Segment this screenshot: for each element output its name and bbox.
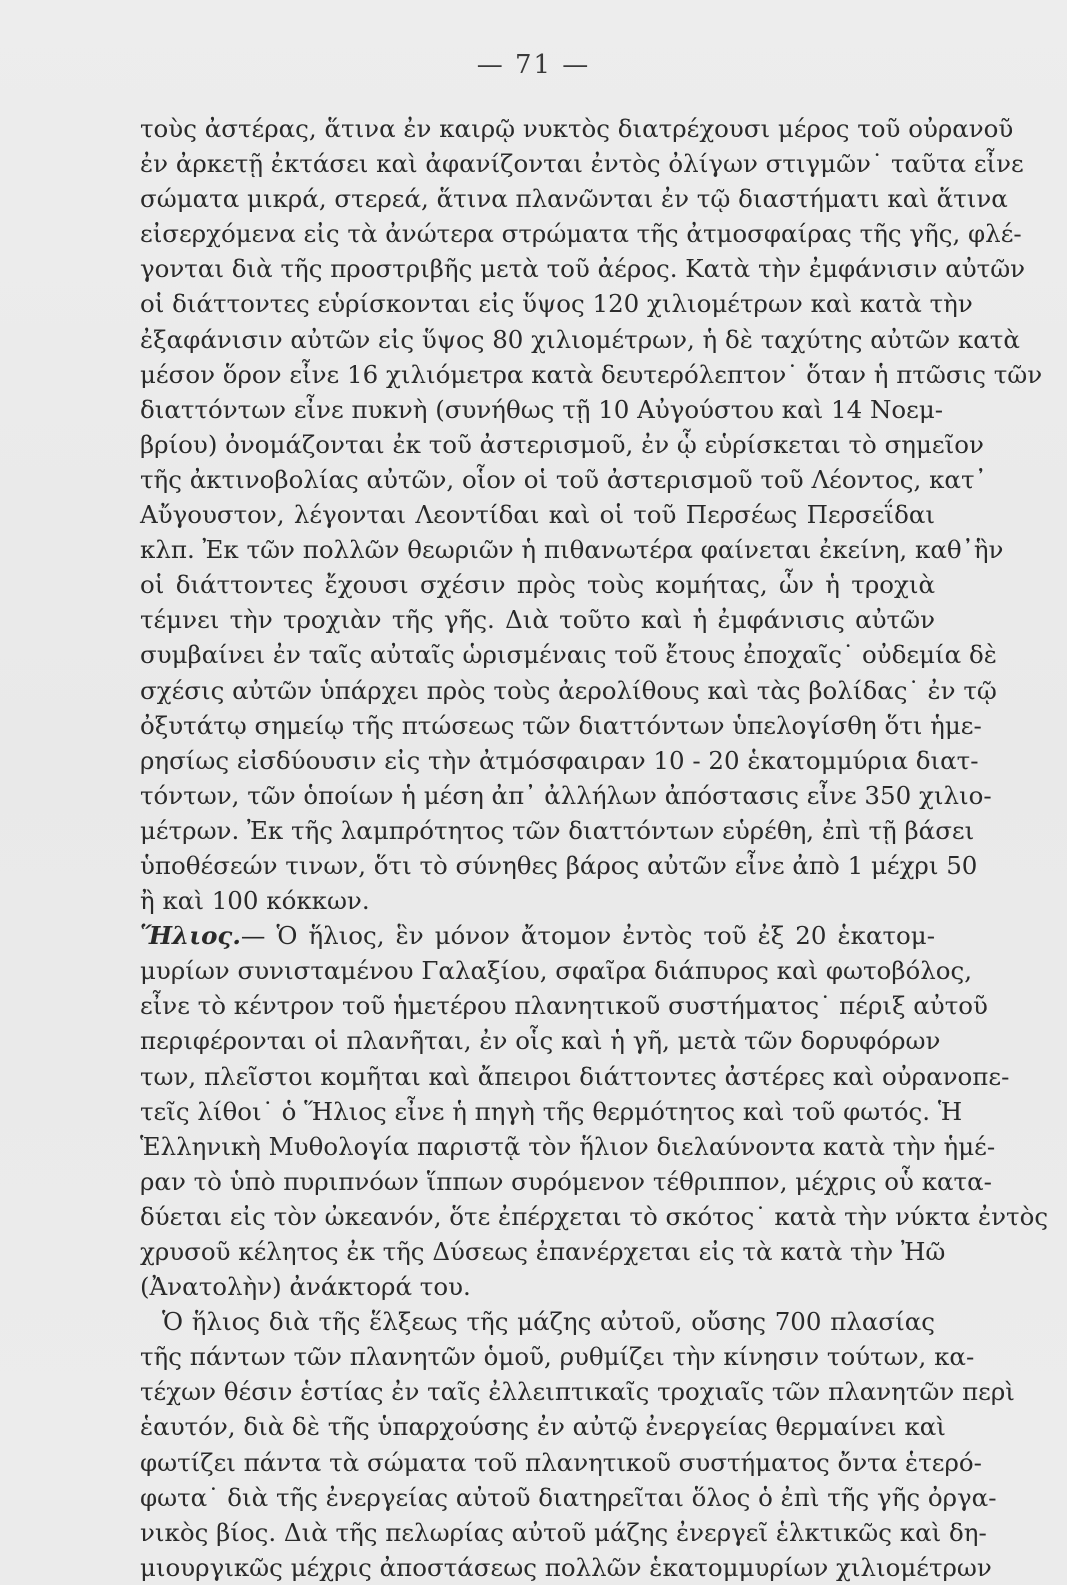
text-line: Ὁ ἥλιος διὰ τῆς ἕλξεως τῆς μάζης αὐτοῦ, οὔσης 700 πλασίας bbox=[162, 1307, 935, 1337]
paragraph-meteors bbox=[140, 111, 1043, 918]
paragraph-helios bbox=[140, 918, 1049, 1304]
paragraph-sun-gravity bbox=[140, 1304, 1015, 1585]
text-line: των, πλεῖστοι κομῆται καὶ ἄπειροι διάττοντες ἀστέρες καὶ οὐρανοπε- bbox=[140, 1061, 1010, 1091]
text-line: (Ἀνατολὴν) ἀνάκτορά του. bbox=[140, 1272, 471, 1302]
text-line: ἐξαφάνισιν αὐτῶν εἰς ὕψος 80 χιλιομέτρων, ἡ δὲ ταχύτης αὐτῶν κατὰ bbox=[140, 324, 1020, 354]
text-line: χρυσοῦ κέλητος ἐκ τῆς Δύσεως ἐπανέρχεται εἰς τὰ κατὰ τὴν Ἠῶ bbox=[140, 1237, 946, 1266]
text-line: μυρίων συνισταμένου Γαλαξίου, σφαῖρα διάπυρος καὶ φωτοβόλος, bbox=[140, 956, 973, 986]
text-line: τῆς πάντων τῶν πλανητῶν ὁμοῦ, ρυθμίζει τὴν κίνησιν τούτων, κα- bbox=[140, 1342, 975, 1372]
text-line: γονται διὰ τῆς προστριβῆς μετὰ τοῦ ἀέρος. Κατὰ τὴν ἐμφάνισιν αὐτῶν bbox=[140, 254, 1026, 284]
text-line: τέχων θέσιν ἑστίας ἐν ταῖς ἐλλειπτικαῖς τροχιαῖς τῶν πλανητῶν περὶ bbox=[140, 1377, 1015, 1407]
text-line: μέσον ὅρον εἶνε 16 χιλιόμετρα κατὰ δευτερόλεπτον˙ ὅταν ἡ πτῶσις τῶν bbox=[140, 359, 1043, 389]
text-line: συμβαίνει ἐν ταῖς αὐταῖς ὡρισμέναις τοῦ ἔτους ἐποχαῖς˙ οὐδεμία δὲ bbox=[140, 640, 997, 670]
text-line: τεῖς λίθοι˙ ὁ Ἥλιος εἶνε ἡ πηγὴ τῆς θερμότητος καὶ τοῦ φωτός. Ἡ bbox=[140, 1096, 963, 1126]
text-line: νικὸς βίος. Διὰ τῆς πελωρίας αὐτοῦ μάζης ἐνεργεῖ ἑλκτικῶς καὶ δη- bbox=[140, 1517, 987, 1547]
text-line: σχέσις αὐτῶν ὑπάρχει πρὸς τοὺς ἀερολίθους καὶ τὰς βολίδας˙ ἐν τῷ bbox=[140, 675, 997, 705]
text-line: Αὔγουστον, λέγονται Λεοντίδαι καὶ οἱ τοῦ Περσέως Περσεΐδαι bbox=[140, 500, 935, 530]
page-number: — 71 — bbox=[476, 50, 591, 80]
text-line: μιουργικῶς μέχρις ἀποστάσεως πολλῶν ἑκατομμυρίων χιλιομέτρων bbox=[140, 1552, 992, 1582]
text-line: ρησίως εἰσδύουσιν εἰς τὴν ἀτμόσφαιραν 10 - 20 ἑκατομμύρια διατ- bbox=[140, 745, 979, 775]
text-line: μέτρων. Ἐκ τῆς λαμπρότητος τῶν διαττόντων εὑρέθη, ἐπὶ τῇ βάσει bbox=[140, 815, 975, 845]
text-line: ἐν ἀρκετῇ ἐκτάσει καὶ ἀφανίζονται ἐντὸς ὀλίγων στιγμῶν˙ ταῦτα εἶνε bbox=[140, 149, 1024, 179]
text-line: Ἑλληνικὴ Μυθολογία παριστᾷ τὸν ἥλιον διελαύνοντα κατὰ τὴν ἡμέ- bbox=[140, 1131, 996, 1161]
text-line bbox=[140, 918, 935, 953]
text-line: σώματα μικρά, στερεά, ἅτινα πλανῶνται ἐν τῷ διαστήματι καὶ ἅτινα bbox=[140, 184, 1008, 214]
text-line: εἶνε τὸ κέντρον τοῦ ἡμετέρου πλανητικοῦ συστήματος˙ πέριξ αὐτοῦ bbox=[140, 991, 988, 1021]
text-line-continuation: — Ὁ ἥλιος, ἓν μόνον ἄτομον ἐντὸς τοῦ ἐξ 20 ἑκατομ- bbox=[240, 921, 935, 951]
text-line: τέμνει τὴν τροχιὰν τῆς γῆς. Διὰ τοῦτο καὶ ἡ ἐμφάνισις αὐτῶν bbox=[140, 605, 935, 635]
text-line: εἰσερχόμενα εἰς τὰ ἀνώτερα στρώματα τῆς ἀτμοσφαίρας τῆς γῆς, φλέ- bbox=[140, 219, 1022, 249]
text-line: δύεται εἰς τὸν ὠκεανόν, ὅτε ἐπέρχεται τὸ σκότος˙ κατὰ τὴν νύκτα ἐντὸς bbox=[140, 1201, 1049, 1231]
text-line: βρίου) ὀνομάζονται ἐκ τοῦ ἀστερισμοῦ, ἐν ᾧ εὑρίσκεται τὸ σημεῖον bbox=[140, 429, 984, 459]
text-line: ραν τὸ ὑπὸ πυριπνόων ἵππων συρόμενον τέθριππον, μέχρις οὗ κατα- bbox=[140, 1166, 992, 1196]
text-line: τοὺς ἀστέρας, ἅτινα ἐν καιρῷ νυκτὸς διατρέχουσι μέρος τοῦ οὐρανοῦ bbox=[140, 114, 1014, 143]
text-line: φωτίζει πάντα τὰ σώματα τοῦ πλανητικοῦ συστήματος ὄντα ἑτερό- bbox=[140, 1447, 982, 1477]
text-line: φωτα˙ διὰ τῆς ἐνεργείας αὐτοῦ διατηρεῖται ὅλος ὁ ἐπὶ τῆς γῆς ὀργα- bbox=[140, 1482, 997, 1512]
text-line: κλπ. Ἐκ τῶν πολλῶν θεωριῶν ἡ πιθανωτέρα φαίνεται ἐκείνη, καθ᾽ἣν bbox=[140, 535, 1004, 565]
body-text bbox=[140, 111, 1049, 1585]
text-line: ἢ καὶ 100 κόκκων. bbox=[140, 886, 370, 916]
text-line: διαττόντων εἶνε πυκνὴ (συνήθως τῇ 10 Αὐγούστου καὶ 14 Νοεμ- bbox=[140, 394, 944, 424]
text-line: ἑαυτόν, διὰ δὲ τῆς ὑπαρχούσης ἐν αὐτῷ ἐνεργείας θερμαίνει καὶ bbox=[140, 1412, 946, 1442]
text-line: περιφέρονται οἱ πλανῆται, ἐν οἷς καὶ ἡ γῆ, μετὰ τῶν δορυφόρων bbox=[140, 1026, 941, 1056]
text-line: ὀξυτάτῳ σημείῳ τῆς πτώσεως τῶν διαττόντων ὑπελογίσθη ὅτι ἡμε- bbox=[140, 710, 982, 740]
text-line: οἱ διάττοντες εὑρίσκονται εἰς ὕψος 120 χιλιομέτρων καὶ κατὰ τὴν bbox=[140, 289, 973, 319]
text-line: ὑποθέσεών τινων, ὅτι τὸ σύνηθες βάρος αὐτῶν εἶνε ἀπὸ 1 μέχρι 50 bbox=[140, 850, 978, 880]
text-line: τῆς ἀκτινοβολίας αὐτῶν, οἷον οἱ τοῦ ἀστερισμοῦ τοῦ Λέοντος, κατ᾽ bbox=[140, 464, 987, 494]
text-line: οἱ διάττοντες ἔχουσι σχέσιν πρὸς τοὺς κομήτας, ὧν ἡ τροχιὰ bbox=[140, 570, 935, 600]
section-heading-helios: Ἥλιος. bbox=[140, 921, 241, 951]
text-line: τόντων, τῶν ὁποίων ἡ μέση ἀπ᾽ ἀλλήλων ἀπόστασις εἶνε 350 χιλιο- bbox=[140, 780, 992, 810]
